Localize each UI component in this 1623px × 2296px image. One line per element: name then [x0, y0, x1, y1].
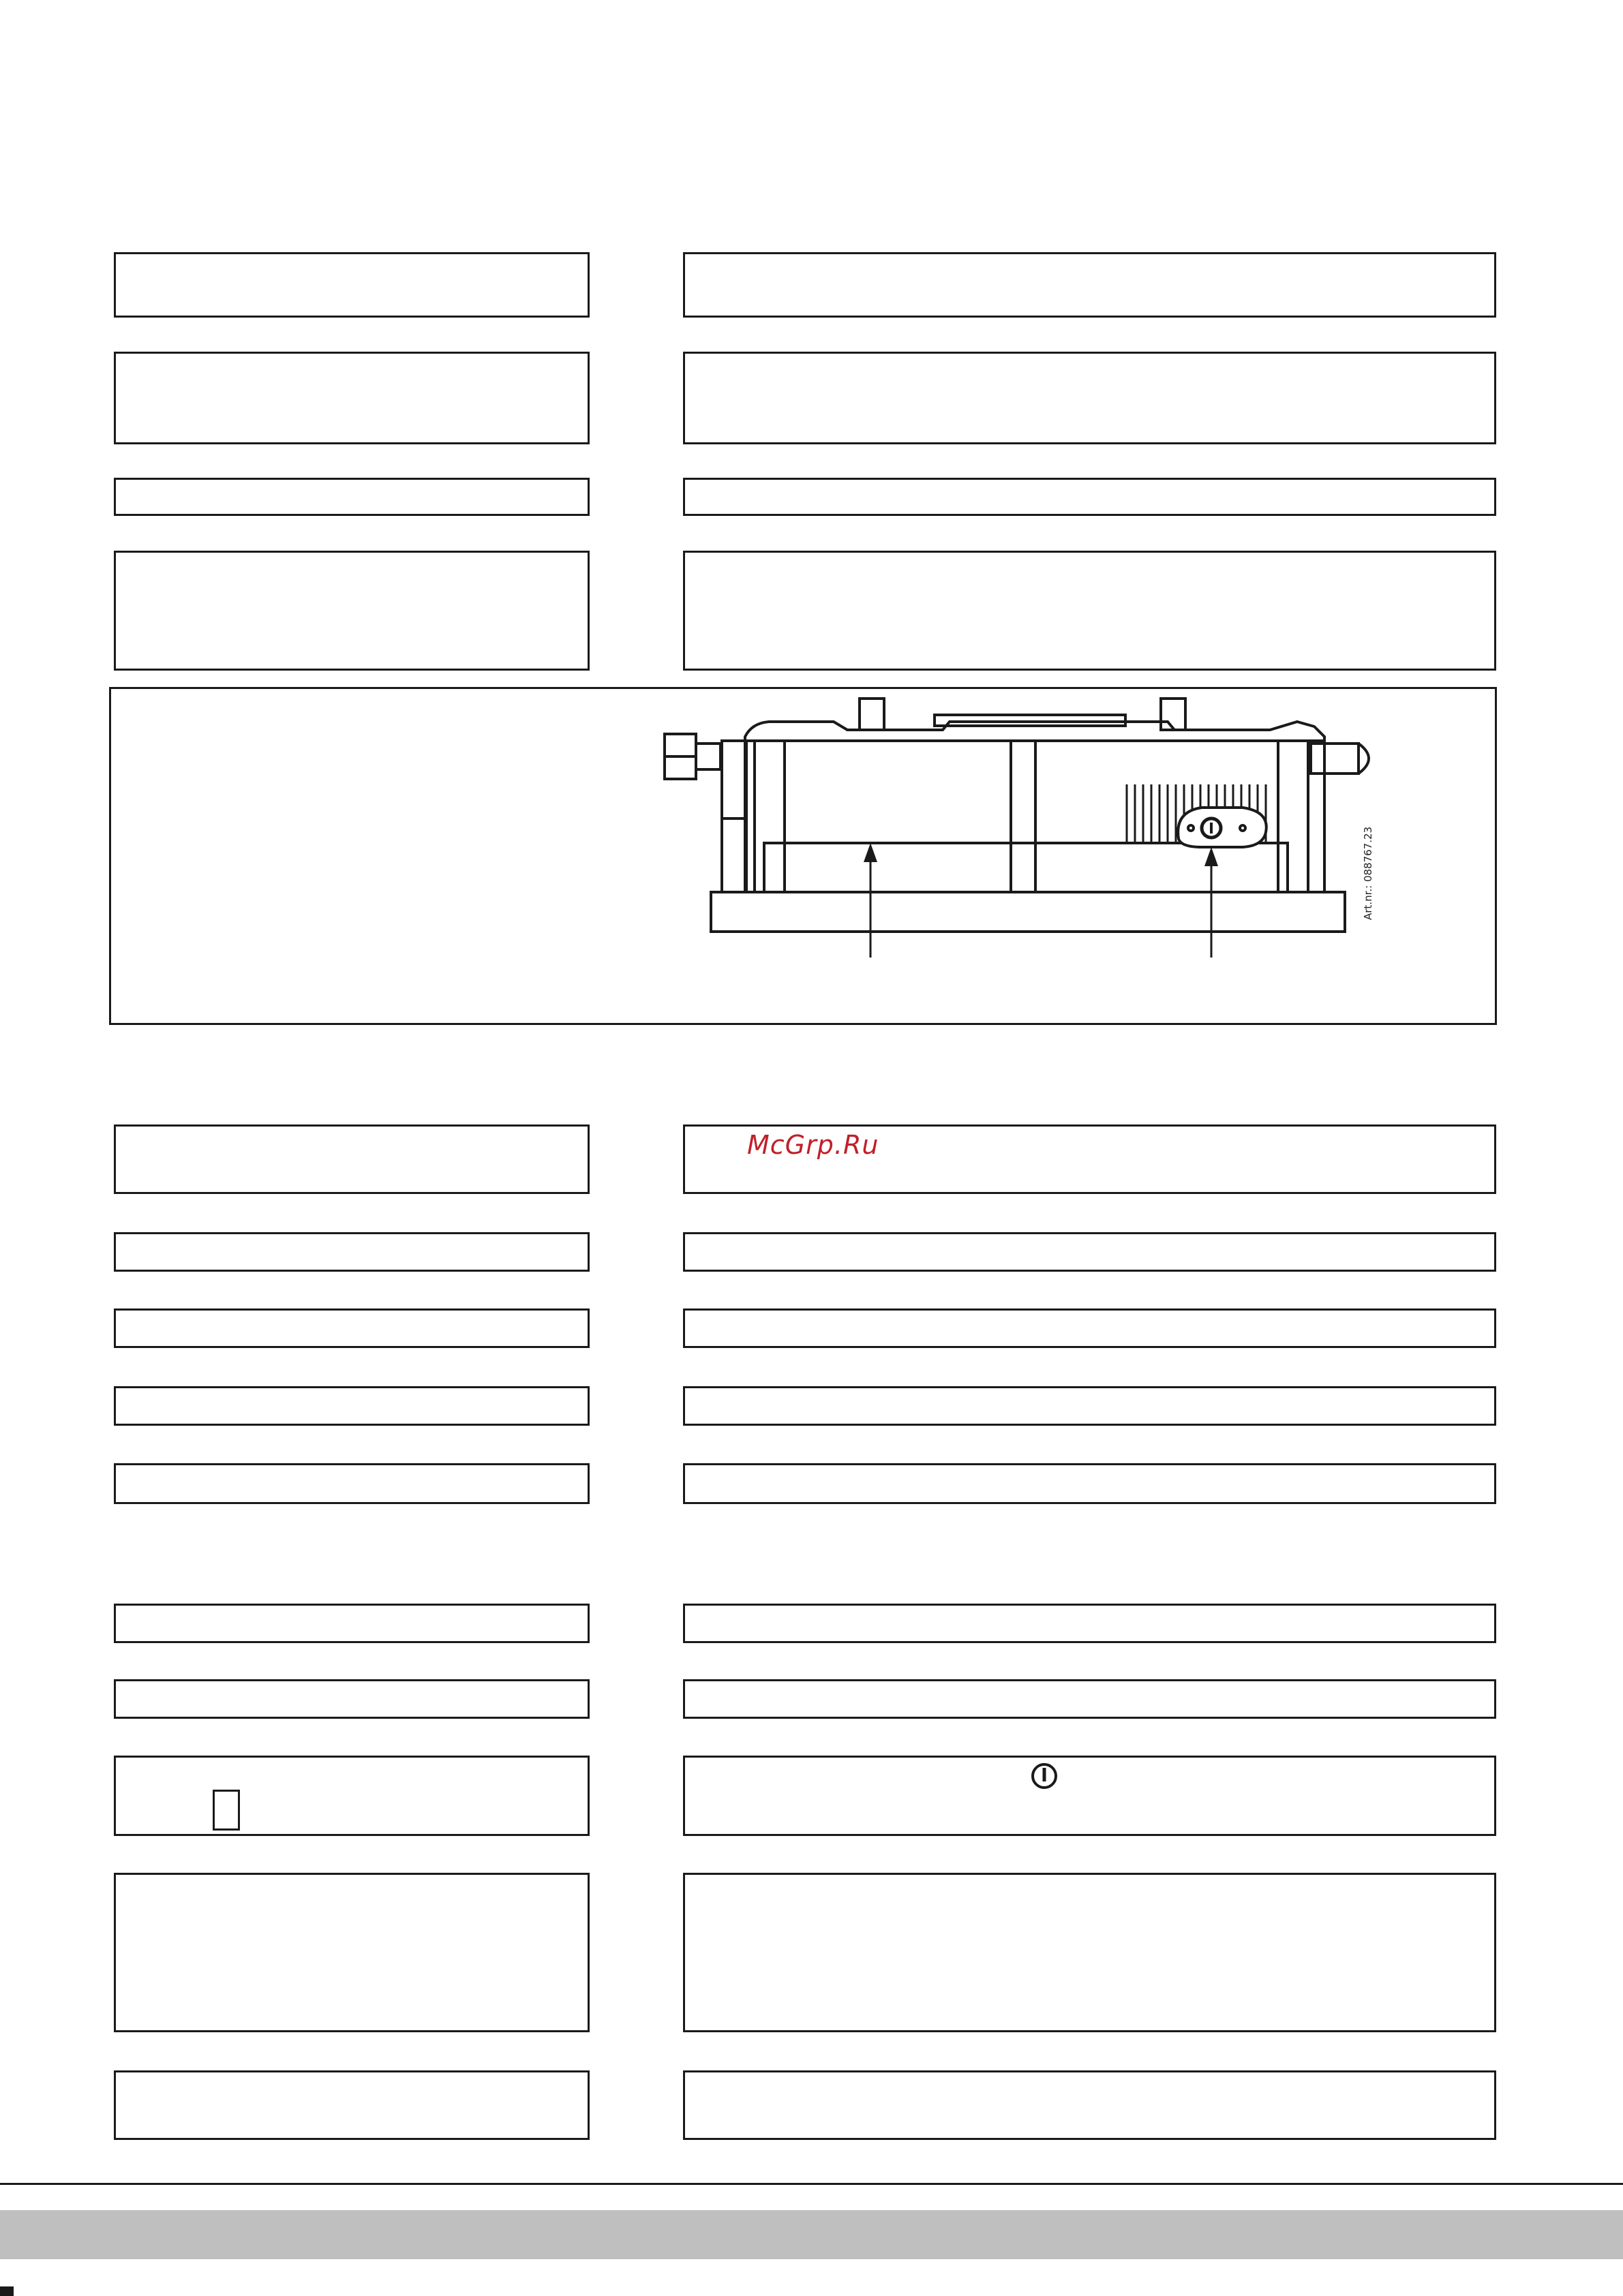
- right-box-2: [683, 352, 1496, 444]
- art-number: Art.nr.: 088767.23: [1362, 826, 1374, 920]
- left-box-4: [114, 551, 590, 671]
- appliance-drawing: [111, 689, 1499, 1027]
- left-post-inner: [755, 741, 785, 892]
- left-box-5: [114, 1124, 590, 1194]
- left-box-14: [114, 2070, 590, 2140]
- left-box-2: [114, 352, 590, 444]
- power-icon: [1029, 1761, 1059, 1791]
- footer-rule: [0, 2183, 1623, 2185]
- right-box-8: [683, 1386, 1496, 1426]
- right-box-11: [683, 1679, 1496, 1719]
- right-box-4: [683, 551, 1496, 671]
- left-box-13: [114, 1873, 590, 2032]
- left-box-7: [114, 1308, 590, 1348]
- left-box-9: [114, 1463, 590, 1504]
- figure-panel: [109, 687, 1497, 1025]
- right-box-6: [683, 1232, 1496, 1272]
- display-symbol: [213, 1790, 240, 1831]
- top-bump-left: [860, 699, 884, 730]
- left-box-11: [114, 1679, 590, 1719]
- corner-mark: [0, 2286, 14, 2296]
- left-post: [722, 741, 746, 892]
- right-box-10: [683, 1604, 1496, 1643]
- footer-band: [0, 2210, 1623, 2259]
- right-box-3: [683, 478, 1496, 516]
- right-post: [1278, 741, 1308, 892]
- base-plate: [711, 892, 1345, 932]
- inner-frame: [764, 843, 1288, 892]
- left-box-8: [114, 1386, 590, 1426]
- top-bump-right: [1161, 699, 1185, 730]
- left-box-6: [114, 1232, 590, 1272]
- left-pipe: [696, 744, 721, 769]
- right-box-9: [683, 1463, 1496, 1504]
- left-box-3: [114, 478, 590, 516]
- right-pipe: [1311, 744, 1359, 774]
- right-box-13: [683, 1873, 1496, 2032]
- right-box-7: [683, 1308, 1496, 1348]
- left-box-1: [114, 252, 590, 318]
- center-post: [1011, 741, 1035, 892]
- right-box-12: [683, 1756, 1496, 1836]
- right-box-1: [683, 252, 1496, 318]
- right-box-14: [683, 2070, 1496, 2140]
- watermark-text: McGrp.Ru: [747, 1130, 879, 1160]
- left-box-10: [114, 1604, 590, 1643]
- left-box-12: [114, 1756, 590, 1836]
